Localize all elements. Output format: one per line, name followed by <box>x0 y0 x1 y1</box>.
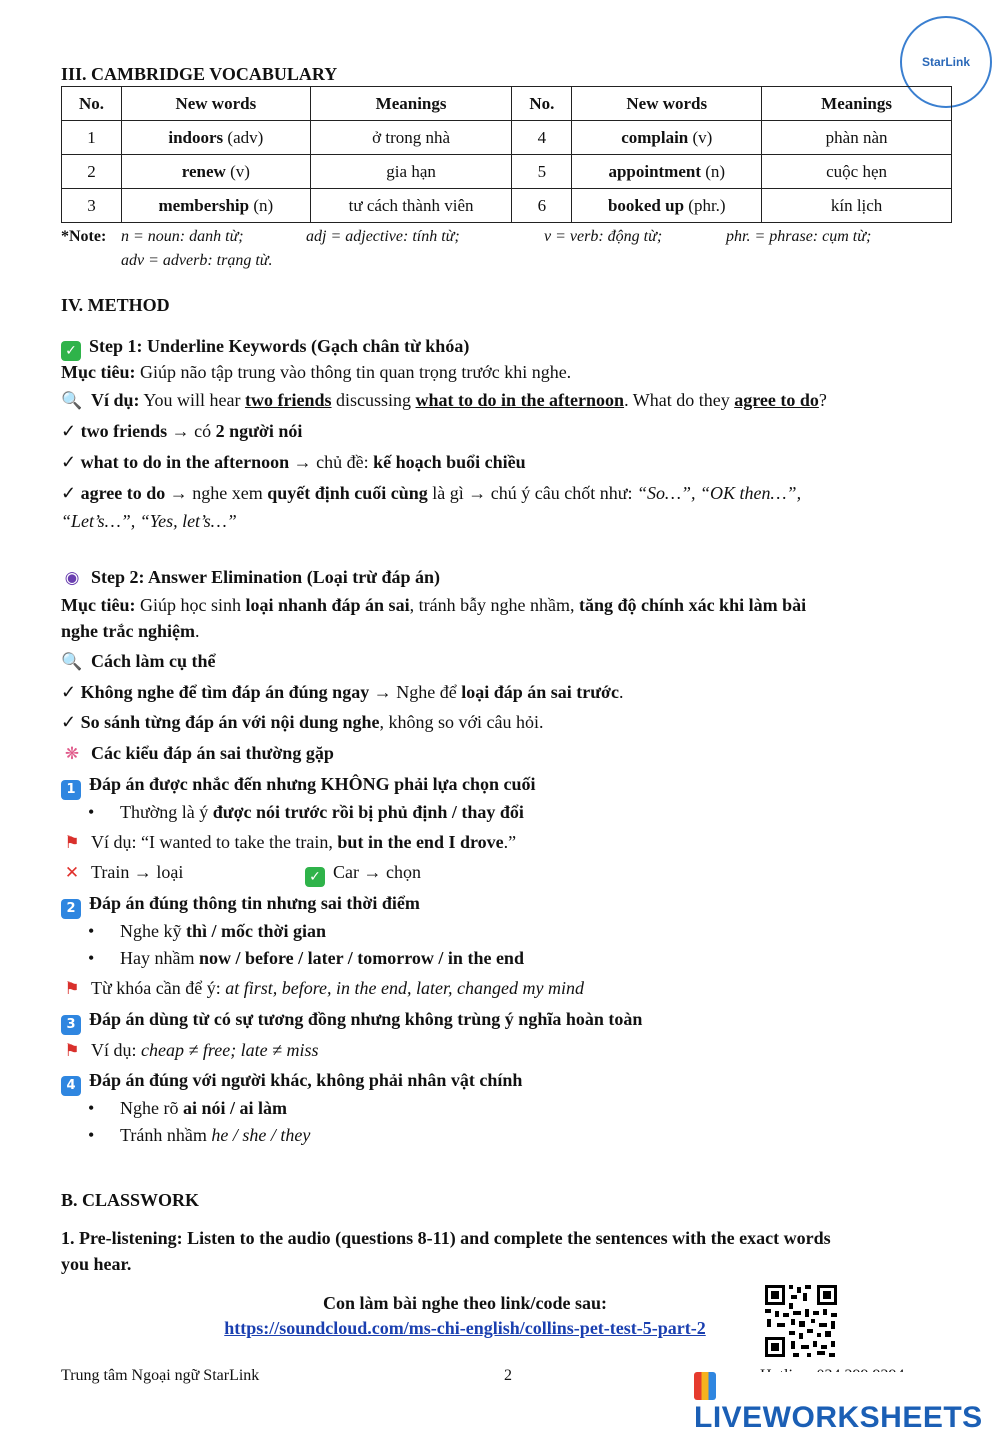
row-number: 4 <box>512 121 572 155</box>
vocab-word: membership (n) <box>121 189 310 223</box>
vocab-word: appointment (n) <box>572 155 762 189</box>
number-1-icon: 1 <box>61 780 81 800</box>
step2-title: ◉ Step 2: Answer Elimination (Loại trừ đáp án) <box>61 565 440 590</box>
list-item: • Nghe rõ ai nói / ai làm <box>92 1096 287 1120</box>
qr-code <box>763 1283 839 1359</box>
column-header: No. <box>512 87 572 121</box>
checkmark-icon: ✓ <box>61 483 81 503</box>
footer-center-name: Trung tâm Ngoại ngữ StarLink <box>61 1367 260 1384</box>
magnifier-icon: 🔍 <box>61 652 83 672</box>
vocab-word: complain (v) <box>572 121 762 155</box>
step2-how-title: 🔍 Cách làm cụ thể <box>61 651 216 672</box>
type-3-example: ⚑ Ví dụ: cheap ≠ free; late ≠ miss <box>61 1038 319 1063</box>
step2-goal: Mục tiêu: Giúp học sinh loại nhanh đáp án sai, tránh bẫy nghe nhầm, tăng độ chính xác khi làm bài <box>61 595 807 615</box>
table-header-row <box>62 87 952 121</box>
vocab-heading: III. CAMBRIDGE VOCABULARY <box>61 64 338 84</box>
column-header: Meanings <box>762 87 952 121</box>
row-number: 2 <box>62 155 122 189</box>
vocab-note-line2: adv = adverb: trạng từ. <box>121 252 273 269</box>
vocab-note: *Note: n = noun: danh từ; adj = adjective: tính từ; v = verb: động từ; phr. = phrase: cụm từ; <box>61 228 872 245</box>
list-item: • Nghe kỹ thì / mốc thời gian <box>92 919 326 943</box>
column-header: New words <box>572 87 762 121</box>
checkmark-icon: ✓ <box>61 682 81 702</box>
checkmark-icon: ✓ <box>61 452 81 472</box>
page-number: 2 <box>504 1367 512 1384</box>
vocab-meaning: gia hạn <box>310 155 512 189</box>
vocab-word: renew (v) <box>121 155 310 189</box>
row-number: 3 <box>62 189 122 223</box>
pushpin-icon: ⚑ <box>64 979 80 999</box>
step2-how-1: ✓ Không nghe để tìm đáp án đúng ngay → Nghe để loại đáp án sai trước. <box>61 682 624 702</box>
column-header: Meanings <box>310 87 512 121</box>
vocab-word: booked up (phr.) <box>572 189 762 223</box>
cross-icon: ✕ <box>64 863 80 883</box>
step1-check-2: ✓ what to do in the afternoon → chủ đề: kế hoạch buổi chiều <box>61 452 526 472</box>
liveworksheets-watermark: LIVEWORKSHEETS <box>692 1372 1000 1408</box>
brain-icon: ❋ <box>64 744 80 764</box>
table-row <box>62 155 952 189</box>
vocab-meaning: kín lịch <box>762 189 952 223</box>
classwork-task-cont: you hear. <box>61 1254 132 1274</box>
type-1-title: 1 Đáp án được nhắc đến nhưng KHÔNG phải lựa chọn cuối <box>61 772 535 800</box>
table-row <box>62 189 952 223</box>
step2-goal-cont: nghe trắc nghiệm. <box>61 621 200 641</box>
step1-example: 🔍 Ví dụ: You will hear two friends discussing what to do in the afternoon. What do they agree to do? <box>61 390 827 411</box>
step1-goal: Mục tiêu: Giúp não tập trung vào thông tin quan trọng trước khi nghe. <box>61 362 572 382</box>
list-item: • Tránh nhầm he / she / they <box>92 1123 310 1147</box>
pushpin-icon: ⚑ <box>64 833 80 853</box>
classwork-task: 1. Pre-listening: Listen to the audio (questions 8-11) and complete the sentences with the exact words <box>61 1228 831 1248</box>
logo-text: StarLink <box>921 55 970 69</box>
type-3-title: 3 Đáp án dùng từ có sự tương đồng nhưng không trùng ý nghĩa hoàn toàn <box>61 1007 642 1035</box>
step1-title: ✓ Step 1: Underline Keywords (Gạch chân từ khóa) <box>61 334 469 361</box>
number-2-icon: 2 <box>61 899 81 919</box>
table-row <box>62 121 952 155</box>
magnifier-icon: 🔍 <box>61 391 83 411</box>
method-heading: IV. METHOD <box>61 295 170 315</box>
audio-link[interactable]: https://soundcloud.com/ms-chi-english/collins-pet-test-5-part-2 <box>224 1318 706 1338</box>
vocab-meaning: tư cách thành viên <box>310 189 512 223</box>
type-2-keywords: ⚑ Từ khóa cần để ý: at first, before, in the end, later, changed my mind <box>61 976 584 1001</box>
number-3-icon: 3 <box>61 1015 81 1035</box>
crystal-ball-icon: ◉ <box>64 568 80 588</box>
row-number: 1 <box>62 121 122 155</box>
vocab-word: indoors (adv) <box>121 121 310 155</box>
list-item: • Thường là ý được nói trước rồi bị phủ định / thay đổi <box>92 800 524 824</box>
check-icon: ✓ <box>305 867 325 887</box>
list-item: • Hay nhầm now / before / later / tomorrow / in the end <box>92 946 524 970</box>
link-label: Con làm bài nghe theo link/code sau: <box>322 1293 608 1313</box>
vocab-meaning: ở trong nhà <box>310 121 512 155</box>
column-header: No. <box>62 87 122 121</box>
checkmark-icon: ✓ <box>61 421 81 441</box>
vocab-table <box>61 86 952 223</box>
type-1-example: ⚑ Ví dụ: “I wanted to take the train, but in the end I drove.” <box>61 830 516 855</box>
note-label: *Note: <box>61 228 107 245</box>
liveworksheets-logo-icon <box>694 1372 716 1400</box>
type-2-title: 2 Đáp án đúng thông tin nhưng sai thời điểm <box>61 891 420 919</box>
step1-check-1: ✓ two friends → có 2 người nói <box>61 421 303 441</box>
vocab-meaning: phàn nàn <box>762 121 952 155</box>
type-4-title: 4 Đáp án đúng với người khác, không phải nhân vật chính <box>61 1068 522 1096</box>
step1-check-3-cont: “Let’s…”, “Yes, let’s…” <box>61 511 237 531</box>
check-icon: ✓ <box>61 341 81 361</box>
number-4-icon: 4 <box>61 1076 81 1096</box>
checkmark-icon: ✓ <box>61 712 81 732</box>
row-number: 5 <box>512 155 572 189</box>
type-1-result: ✕ Train → loại ✓ Car → chọn <box>61 860 183 885</box>
step1-check-3: ✓ agree to do → nghe xem quyết định cuối cùng là gì → chú ý câu chốt như: “So…”, “OK then…”, <box>61 483 802 503</box>
step2-how-2: ✓ So sánh từng đáp án với nội dung nghe, không so với câu hỏi. <box>61 712 544 732</box>
classwork-heading: B. CLASSWORK <box>61 1190 200 1210</box>
column-header: New words <box>121 87 310 121</box>
vocab-meaning: cuộc hẹn <box>762 155 952 189</box>
row-number: 6 <box>512 189 572 223</box>
pushpin-icon: ⚑ <box>64 1041 80 1061</box>
step2-types-title: ❋ Các kiểu đáp án sai thường gặp <box>61 741 334 766</box>
